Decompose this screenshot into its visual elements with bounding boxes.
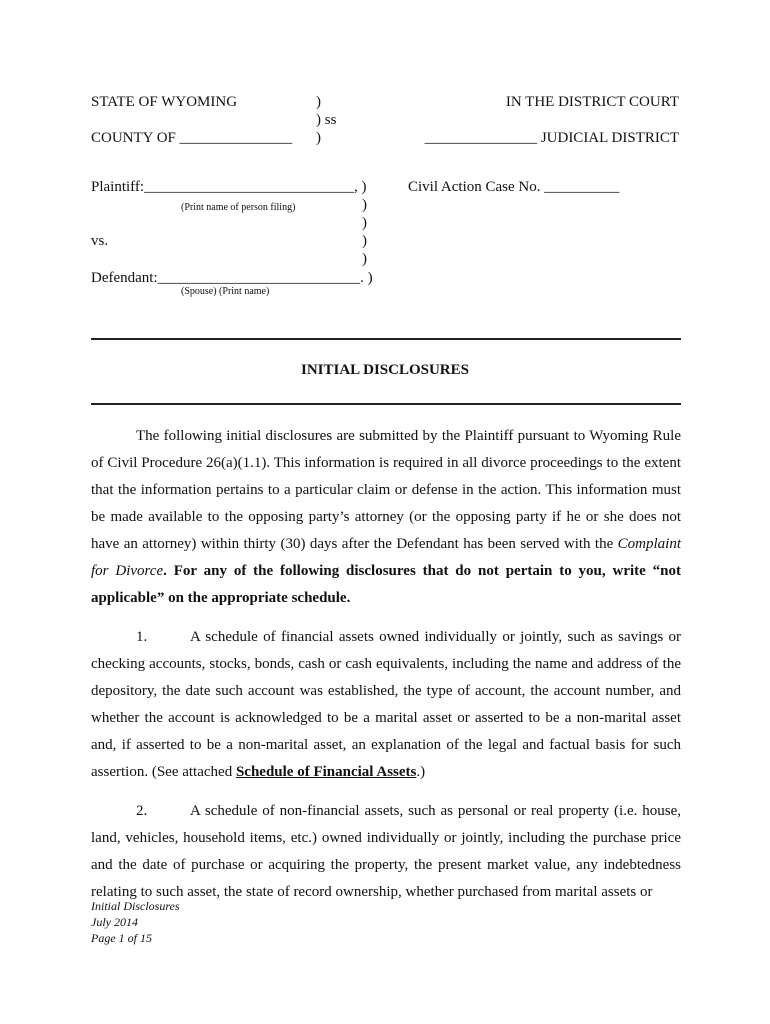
judicial-district-field[interactable]: _______________ JUDICIAL DISTRICT [424,130,679,146]
document-body [91,423,681,906]
vs-label: vs. [91,233,109,249]
plaintiff-note: (Print name of person filing) [181,202,296,213]
caption-paren: ) [362,251,367,267]
defendant-field[interactable]: Defendant:___________________________. ) [91,270,373,286]
footer-doc-name: Initial Disclosures [91,899,180,913]
state-label: STATE OF WYOMING [91,94,238,110]
schedule-financial-assets-link[interactable]: Schedule of Financial Assets [235,764,417,780]
county-field[interactable]: COUNTY OF _______________ [91,130,293,146]
item-number: 2. [136,803,148,819]
ss-label: ) ss [316,112,337,128]
top-rule [91,338,681,340]
caption-paren: ) [316,94,321,110]
case-number-field[interactable]: Civil Action Case No. __________ [408,179,620,195]
intro-paragraph: The following initial disclosures are submitted by the Plaintiff pursuant to Wyoming Rule of Civil Procedure 26(a)(1.1). This information is required in all divorce proceedings to the extent that the information pertains to a particular claim or defense in the action. This information must be made available to the opposing party’s attorney (or the opposing party if he or she does not have an attorney) within thirty (30) days after the Defendant has been served with the Complaint for Divorce. For any of the following disclosures that do not pertain to you, write “not applicable” on the appropriate schedule. [91,428,682,606]
bottom-rule [91,403,681,405]
defendant-note: (Spouse) (Print name) [181,286,270,297]
court-label: IN THE DISTRICT COURT [505,94,679,110]
footer-page-number: Page 1 of 15 [91,931,152,945]
item-number: 1. [136,629,148,645]
disclosure-item-1: 1. A schedule of financial assets owned individually or jointly, such as savings or checking accounts, stocks, bonds, cash or cash equivalents, including the name and address of the depository, the date such account was established, the type of account, the account number, and whether the account is acknowledged to be a marital asset or asserted to be a non-marital asset and, if asserted to be a non-marital asset, an explanation of the legal and factual basis for such assertion. (See attached Schedule of Financial Assets.) [91,624,681,786]
caption-paren: ) [316,130,321,146]
disclosure-item-2: 2. A schedule of non-financial assets, such as personal or real property (i.e. house, land, vehicles, household items, etc.) owned individually or jointly, including the purchase price and the date of purchase or acquiring the property, the present market value, any indebtedness relating to such asset, the state of record ownership, whether purchased from marital assets or [91,798,681,906]
caption-paren: ) [362,197,367,213]
caption-paren: ) [362,215,367,231]
document-title: INITIAL DISCLOSURES [301,362,469,378]
plaintiff-field[interactable]: Plaintiff:____________________________, ) [91,179,367,195]
complaint-title: Complaint for Divorce [91,536,681,579]
caption-paren: ) [362,233,367,249]
footer-date: July 2014 [91,915,138,929]
page-footer [91,898,180,946]
intro-instruction: . For any of the following disclosures that do not pertain to you, write “not applicable” on the appropriate schedule. [91,563,682,606]
